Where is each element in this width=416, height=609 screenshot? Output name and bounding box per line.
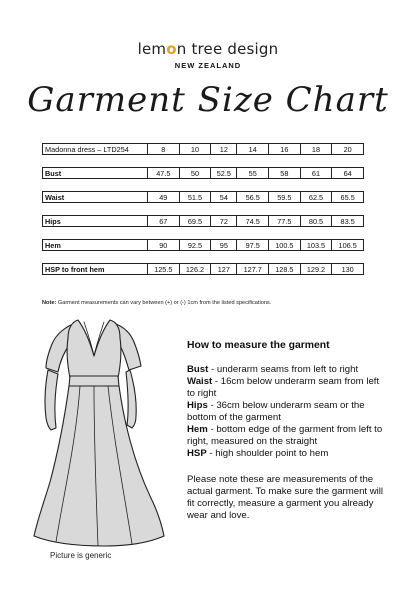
table-cell: 56.5 — [237, 192, 269, 203]
table-cell: 69.5 — [179, 216, 211, 227]
table-cell: 127.7 — [237, 264, 269, 275]
table-cell: 62.5 — [300, 192, 332, 203]
table-header-cell: 18 — [300, 144, 332, 155]
row-label: Hips — [43, 216, 148, 227]
table-cell: 83.5 — [332, 216, 364, 227]
table-header-cell: Madonna dress – LTD254 — [43, 144, 148, 155]
row-label: Hem — [43, 240, 148, 251]
table-cell: 72 — [211, 216, 237, 227]
table-cell: 90 — [148, 240, 180, 251]
table-cell: 92.5 — [179, 240, 211, 251]
fit-advice-paragraph: Please note these are measurements of the actual garment. To make sure the garment will fit correctly, measure a garment you already wear and love. — [187, 474, 384, 521]
table-cell: 47.5 — [148, 168, 180, 179]
instruction-item-bust: Bust - underarm seams from left to right — [187, 364, 359, 375]
instruction-item-hsp: HSP - high shoulder point to hem — [187, 448, 329, 459]
table-cell: 55 — [237, 168, 269, 179]
table-header-cell: 20 — [332, 144, 364, 155]
page-title: Garment Size Chart — [27, 80, 389, 120]
row-label: HSP to front hem — [43, 264, 148, 275]
table-cell: 64 — [332, 168, 364, 179]
table-header-cell: 16 — [269, 144, 301, 155]
illustration-caption: Picture is generic — [50, 551, 112, 560]
table-cell: 128.5 — [269, 264, 301, 275]
measuring-instructions — [187, 340, 387, 522]
brand-logo: lemon tree design — [137, 40, 279, 58]
table-header-cell: 12 — [211, 144, 237, 155]
table-cell: 54 — [211, 192, 237, 203]
table-cell: 61 — [300, 168, 332, 179]
table-header-row — [43, 144, 364, 155]
table-cell: 59.5 — [269, 192, 301, 203]
table-cell: 106.5 — [332, 240, 364, 251]
table-cell: 74.5 — [237, 216, 269, 227]
table-cell: 58 — [269, 168, 301, 179]
table-cell: 103.5 — [300, 240, 332, 251]
instruction-item-hem: Hem - bottom edge of the garment from left to right, measured on the straight — [187, 424, 383, 447]
dress-illustration — [20, 312, 170, 548]
table-cell: 130 — [332, 264, 364, 275]
table-cell: 67 — [148, 216, 180, 227]
table-cell: 49 — [148, 192, 180, 203]
instruction-item-hips: Hips - 36cm below underarm seam or the bottom of the garment — [187, 400, 365, 423]
table-header-cell: 14 — [237, 144, 269, 155]
table-row — [43, 192, 364, 203]
table-cell: 125.5 — [148, 264, 180, 275]
row-label: Bust — [43, 168, 148, 179]
instruction-item-waist: Waist - 16cm below underarm seam from left to right — [187, 376, 380, 399]
instructions-heading: How to measure the garment — [187, 340, 330, 351]
table-cell: 77.5 — [269, 216, 301, 227]
table-row — [43, 168, 364, 179]
table-header-cell: 10 — [179, 144, 211, 155]
table-row — [43, 264, 364, 275]
table-cell: 95 — [211, 240, 237, 251]
table-cell: 65.5 — [332, 192, 364, 203]
table-cell: 129.2 — [300, 264, 332, 275]
table-cell: 51.5 — [179, 192, 211, 203]
table-row — [43, 240, 364, 251]
measurement-note: Note: Garment measurements can vary between (+) or (-) 1cm from the listed specifications. — [42, 300, 272, 306]
table-cell: 97.5 — [237, 240, 269, 251]
table-cell: 100.5 — [269, 240, 301, 251]
table-row — [43, 216, 364, 227]
brand-subtitle: NEW ZEALAND — [174, 61, 242, 70]
table-cell: 52.5 — [211, 168, 237, 179]
size-chart-table — [42, 143, 364, 275]
row-label: Waist — [43, 192, 148, 203]
table-cell: 127 — [211, 264, 237, 275]
table-cell: 80.5 — [300, 216, 332, 227]
table-cell: 50 — [179, 168, 211, 179]
table-cell: 126.2 — [179, 264, 211, 275]
table-header-cell: 8 — [148, 144, 180, 155]
